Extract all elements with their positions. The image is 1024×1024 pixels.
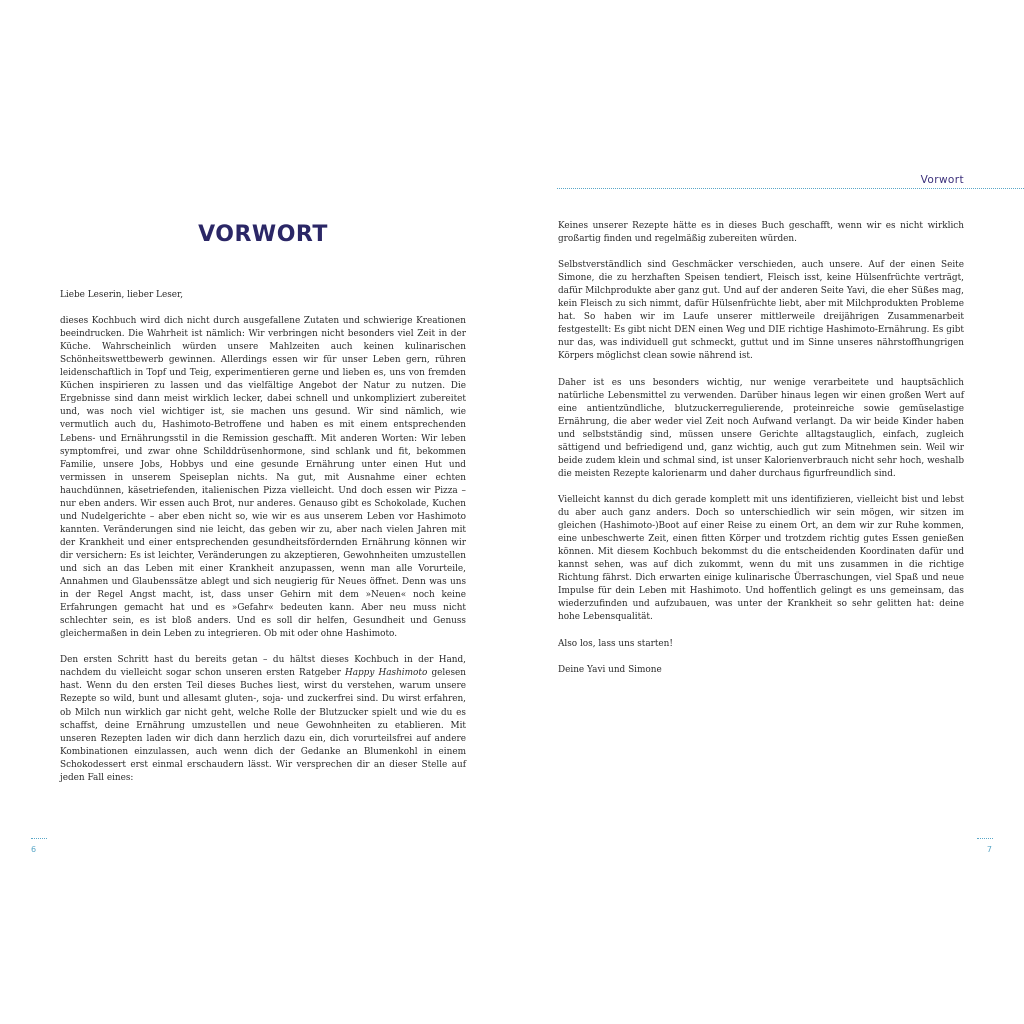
right-paragraph-1: Keines unserer Rezepte hätte es in dieses Buch geschafft, wenn wir es nicht wirklich großartig finden und regelmäßig zubereiten würden. [558,221,964,245]
page-number-right: 7 [986,845,992,854]
right-page [512,0,1024,1024]
right-text-column [558,220,964,690]
folio-dots-right [977,838,993,839]
left-paragraph-1: dieses Kochbuch wird dich nicht durch ausgefallene Zutaten und schwierige Kreationen beeindrucken. Die Wahrheit ist nämlich: Wir verbringen nicht besonders viel Zeit in der Küche. Wahrscheinlich würden unsere Mahlzeiten auch keinen kulinarischen Schönheitswettbewerb gewinnen. Allerdings essen wir für unser Leben gern, rühren leidenschaftlich in Topf und Teig, experimentieren gerne und lieben es, uns von fremden Küchen inspirieren zu lassen und das vielfältige Angebot der Natur zu nutzen. Die Ergebnisse sind dann meist wirklich lecker, dabei schnell und unkompliziert zubereitet und, was noch viel wichtiger ist, sie machen uns gesund. Wir sind nämlich, wie vermutlich auch du, Hashimoto-Betroffene und haben es mit einem entsprechenden Lebens- und Ernährungsstil in die Remission geschafft. Mit anderen Worten: Wir leben symptomfrei, und zwar ohne Schilddrüsenhormone, sind schlank und fit, bekommen Familie, unsere Jobs, Hobbys und eine gesunde Ernährung unter einen Hut und vermissen in unserem Speiseplan nichts. Na gut, mit Ausnahme einer echten hauchdünnen, käsetriefenden, italienischen Pizza vielleicht. Und doch essen wir Pizza – nur eben anders. Wir essen auch Brot, nur anderes. Genauso gibt es Schokolade, Kuchen und Nudelgerichte – aber eben nicht so, wie wir es aus unserem Leben vor Hashimoto kannten. Veränderungen sind nie leicht, das geben wir zu, aber nach vielen Jahren mit der Krankheit und einer entsprechenden gesundheitsfördernden Ernährung können wir dir versichern: Es ist leichter, Veränderungen zu akzeptieren, Gewohnheiten umzustellen und sich an das Leben mit einer Krankheit anzupassen, wenn man alle Vorurteile, Annahmen und Glaubenssätze ablegt und sich neugierig für Neues öffnet. Denn was uns in der Regel Angst macht, ist, dass unser Gehirn mit dem »Neuen« noch keine Erfahrungen gemacht hat und es »Gefahr« bedeuten kann. Aber neu muss nicht schlechter sein, es ist bloß anders. Und es soll dir helfen, Gesundheit und Genuss gleichermaßen in dein Leben zu integrieren. Ob mit oder ohne Hashimoto. [60,316,466,640]
running-head-rule [557,188,1024,189]
right-paragraph-5: Also los, lass uns starten! [558,638,673,649]
right-paragraph-2: Selbstverständlich sind Geschmäcker verschieden, auch unsere. Auf der einen Seite Simone, die zu herzhaften Speisen tendiert, Fleisch isst, keine Hülsenfrüchte verträgt, dafür Milchprodukte aber ganz gut. Und auf der anderen Seite Yavi, die eher Süßes mag, kein Fleisch zu sich nimmt, dafür Hülsenfrüchte liebt, aber mit Milchprodukten Probleme hat. So haben wir im Laufe unserer mittlerweile dreijährigen Zusammenarbeit festgestellt: Es gibt nicht DEN einen Weg und DIE richtige Hashimoto-Ernährung. Es gibt nur das, was individuell gut schmeckt, guttut und im Sinne unseres nährstoffhungrigen Körpers möglichst clean sowie nährend ist. [558,260,964,362]
left-paragraph-2 [60,654,466,784]
right-paragraph-4: Vielleicht kannst du dich gerade komplett mit uns identifizieren, vielleicht bist und lebst du aber auch ganz anders. Doch so unterschiedlich wir sein mögen, wir sitzen im gleichen (Hashimoto-)Boot auf einer Reise zu einem Ort, an dem wir zur Ruhe kommen, eine unbeschwerte Zeit, einen fitten Körper und trotzdem richtig gutes Essen genießen können. Mit diesem Kochbuch bekommst du die entscheidenden Koordinaten dafür und kannst sehen, was auf dich zukommt, wenn du mit uns zusammen in die richtige Richtung fährst. Dich erwarten einige kulinarische Überraschungen, viel Spaß und neue Impulse für dein Leben mit Hashimoto. Und hoffentlich gelingt es uns gemeinsam, das wiederzufinden und aufzubauen, was unter der Krankheit so sehr gelitten hat: deine hohe Lebensqualität. [558,494,964,623]
running-head: Vorwort [920,174,964,186]
left-paragraph-2-start: Den ersten Schritt hast du bereits getan – du hältst dieses Kochbuch in der Hand, nachdem du vielleicht sogar schon unseren ersten Ratgeber [60,655,466,679]
book-title-happy-hashimoto: Happy Hashimoto [344,668,428,679]
page-number-left: 6 [31,845,37,854]
salutation: Liebe Leserin, lieber Leser, [60,290,184,300]
right-paragraph-3: Daher ist es uns besonders wichtig, nur wenige verarbeitete und hauptsächlich natürliche Lebensmittel zu verwenden. Darüber hinaus legen wir einen großen Wert auf eine antientzündliche, blutzuckerregulierende, proteinreiche sowie gemüselastige Ernährung, die aber weder viel Zeit noch Aufwand verlangt. Da wir beide Kinder haben und selbstständig sind, müssen unsere Gerichte alltagstauglich, einfach, zugleich sättigend und befriedigend und, ganz wichtig, auch gut zum Mitnehmen sein. Weil wir beide zudem klein und schmal sind, ist unser Kalorienverbrauch nicht sehr hoch, weshalb die meisten Rezepte kalorienarm und daher durchaus figurfreundlich sind. [558,377,964,479]
left-paragraph-2-end: gelesen hast. Wenn du den ersten Teil dieses Buches liest, wirst du verstehen, warum unsere Rezepte so wild, bunt und allesamt gluten-, soja- und zuckerfrei sind. Du wirst erfahren, ob Milch nun wirklich gar nicht geht, welche Rolle der Blutzucker spielt und wie du es schaffst, deine Ernährung umzustellen und neue Gewohnheiten zu etablieren. Mit unseren Rezepten laden wir dich dann herzlich dazu ein, dich vorurteilsfrei auf andere Kombinationen einzulassen, auch wenn dich der Gedanke an Blumenkohl in einem Schokodessert erst einmal erschaudern lässt. Wir versprechen dir an dieser Stelle auf jeden Fall eines: [60,668,466,783]
folio-dots-left [31,838,47,839]
left-text-column [60,289,466,798]
signature: Deine Yavi und Simone [558,664,662,675]
chapter-title: VORWORT [198,222,328,247]
